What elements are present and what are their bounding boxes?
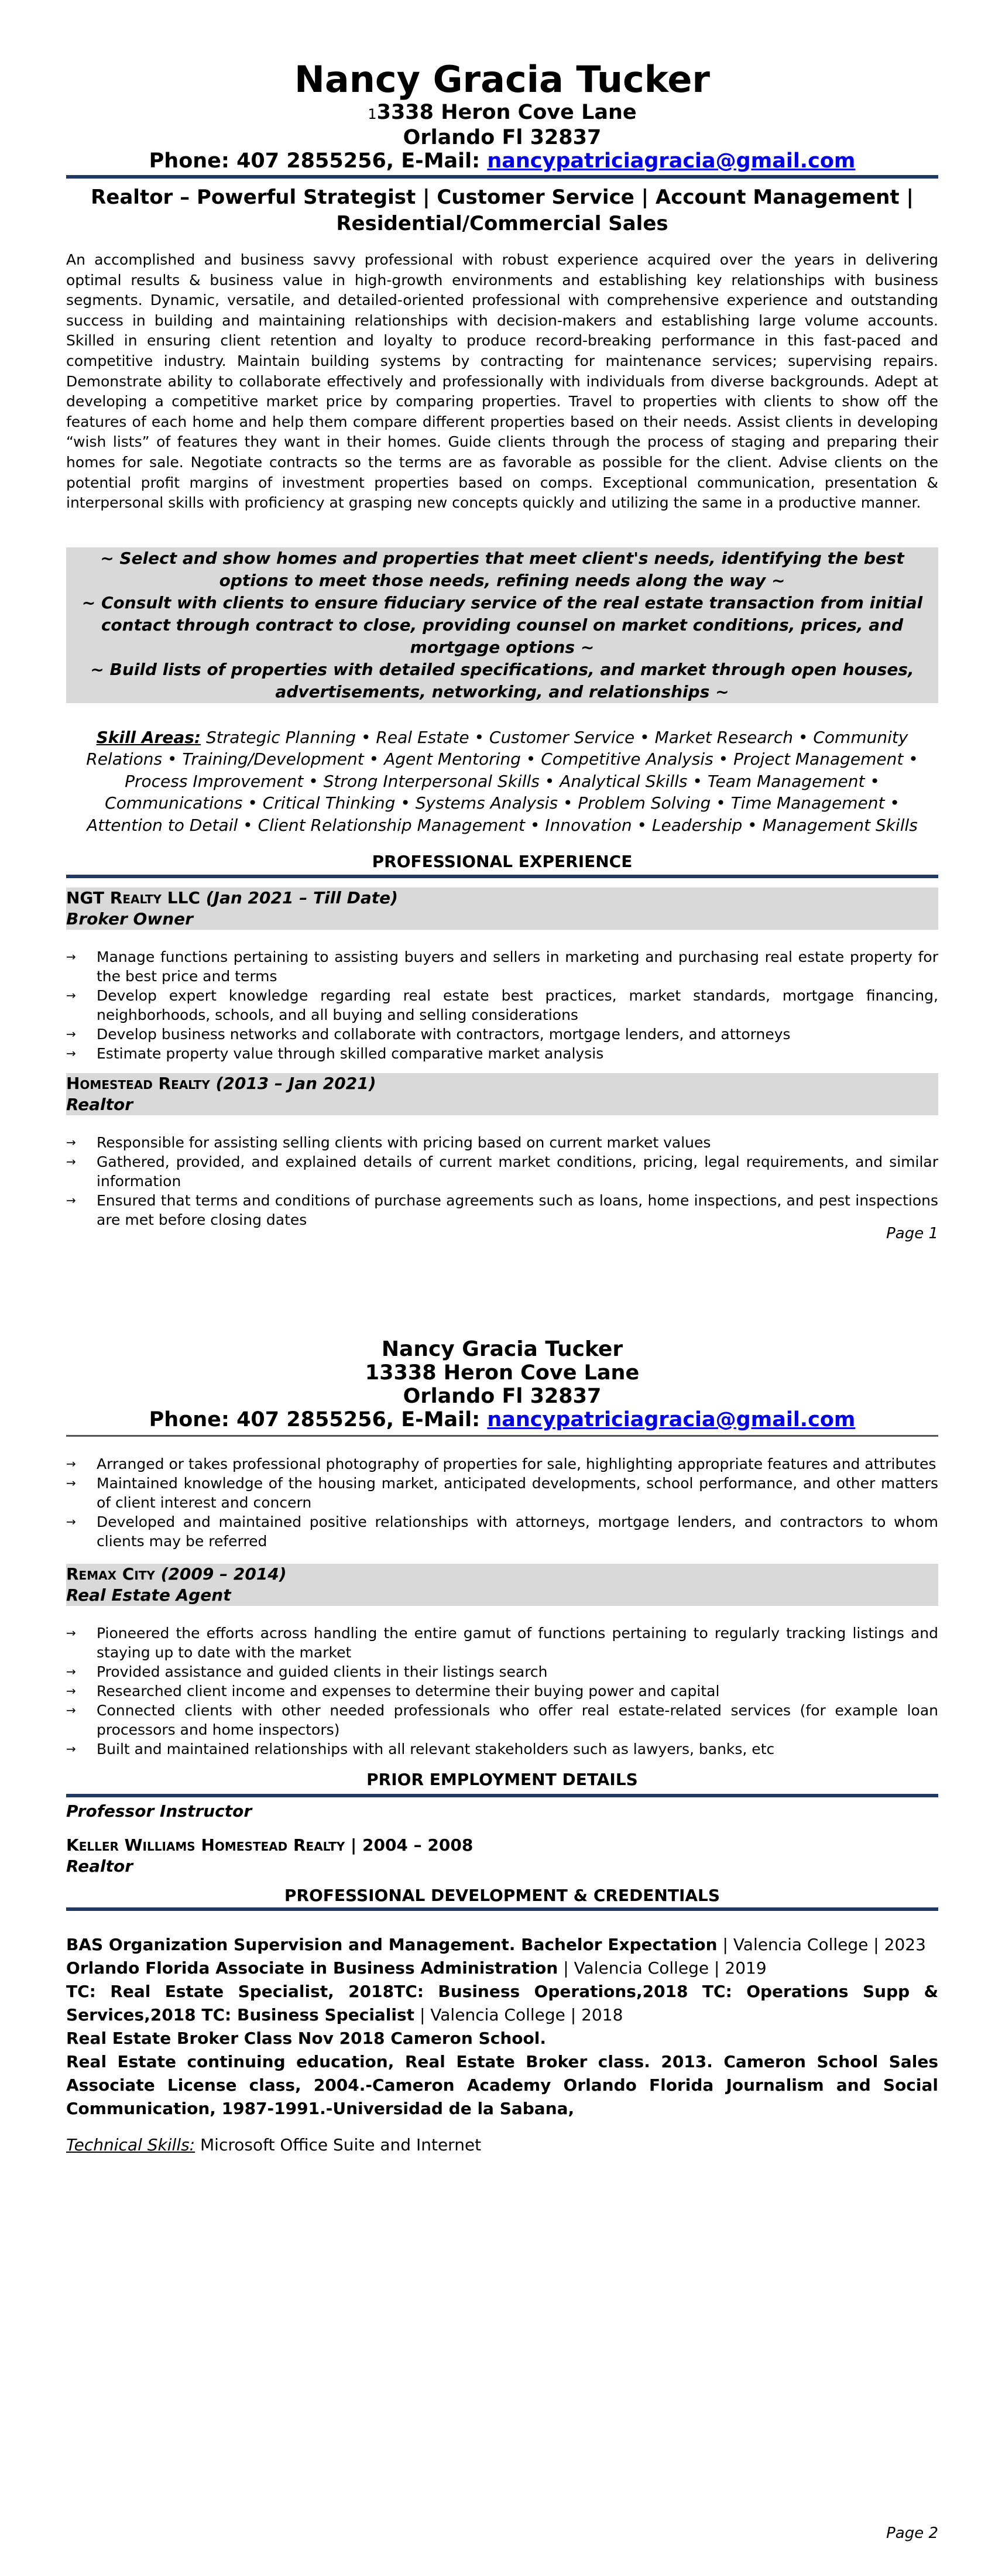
job-bullets [66,1133,938,1229]
education-item: Real Estate Broker Class Nov 2018 Cameron School. [66,2029,546,2048]
address-line: 13338 Heron Cove Lane [368,101,637,124]
highlight: ~ Build lists of properties with detailed specifications, and market through open houses, advertisements, networking, and relationships ~ [90,659,914,701]
page-2 [0,1288,995,2576]
city-line: Orlando Fl 32837 [403,1385,602,1408]
skill-areas: Skill Areas: Strategic Planning • Real Estate • Customer Service • Market Research • Community Relations • Training/Development • Agent Mentoring • Competitive Analysis • Project Management • Process Improvement • Strong Interpersonal Skills • Analytical Skills • Team Management • Communications • Critical Thinking • Systems Analysis • Problem Solving • Time Management • Attention to Detail • Client Relationship Management • Innovation • Leadership • Management Skills [86,727,918,835]
arrow-icon: → [66,1155,76,1169]
education-item: TC: Real Estate Specialist, 2018TC: Business Operations,2018 TC: Operations Supp & Services,2018 TC: Business Specialist | Valencia College | 2018 [66,1982,938,2025]
arrow-icon: → [66,1703,76,1717]
section-heading-development: PROFESSIONAL DEVELOPMENT & CREDENTIALS [284,1886,720,1905]
arrow-icon: → [66,1046,76,1061]
divider [66,1435,938,1437]
list-item: → Developed and maintained positive relationships with attorneys, mortgage lenders, and contractors to whom clients may be referred [66,1513,938,1550]
city-line: Orlando Fl 32837 [403,126,602,149]
list-item: → Develop business networks and collaborate with contractors, mortgage lenders, and attorneys [66,1026,791,1043]
professional-title: Realtor – Powerful Strategist | Customer Service | Account Management | Residential/Commercial Sales [91,186,914,235]
highlight: ~ Select and show homes and properties that meet client's needs, identifying the best options to meet those needs, refining needs along the way ~ [100,548,904,590]
list-item: → Responsible for assisting selling clients with pricing based on current market values [66,1134,711,1152]
arrow-icon: → [66,988,76,1003]
list-item: → Built and maintained relationships with all relevant stakeholders such as lawyers, banks, etc [66,1741,775,1758]
job-header: NGT Realty LLC (Jan 2021 – Till Date) Broker Owner [66,888,938,930]
address-line: 13338 Heron Cove Lane [365,1361,640,1385]
candidate-name: Nancy Gracia Tucker [381,1337,623,1361]
prior-role: Professor Instructor [66,1801,252,1821]
arrow-icon: → [66,1626,76,1640]
summary: An accomplished and business savvy professional with robust experience acquired over the years in delivering optimal results & business value in high-growth environments and establishing key relationships with business segments. Dynamic, versatile, and detailed-oriented professional with comprehensive experience and outstanding success in building and maintaining relationships with decision-makers and establishing large volume accounts. Skilled in ensuring client retention and loyalty to produce record-breaking performance in this fast-paced and competitive industry. Maintain building systems by contracting for maintenance services; supervising repairs. Demonstrate ability to collaborate effectively and professionally with individuals from diverse backgrounds. Adept at developing a competitive market price by comparing properties. Travel to properties with clients to show off the features of each home and help them compare different properties based on their needs. Assist clients in developing “wish lists” of features they want in their homes. Guide clients through the process of staging and preparing their homes for sale. Negotiate contracts so the terms are as favorable as possible for the client. Advise clients on the potential profit margins of investment properties based on comps. Exceptional communication, presentation & interpersonal skills with proficiency at grasping new concepts quickly and utilizing the same in a productive manner. [66,251,938,512]
list-item: → Connected clients with other needed professionals who offer real estate-related services (for example loan processors and home inspectors) [66,1702,938,1738]
highlight: ~ Consult with clients to ensure fiduciary service of the real estate transaction from initial contact through contract to close, providing counsel on market conditions, prices, and mortgage options ~ [81,592,923,657]
list-item: → Researched client income and expenses to determine their buying power and capital [66,1683,720,1700]
prior-role: Realtor [66,1856,133,1876]
list-item: → Maintained knowledge of the housing market, anticipated developments, school performance, and other matters of client interest and concern [66,1475,938,1511]
list-item: → Arranged or takes professional photography of properties for sale, highlighting appropriate features and attributes [66,1455,936,1472]
divider [66,1907,938,1911]
job-bullets [66,1623,938,1759]
arrow-icon: → [66,1457,76,1471]
education-item: Real Estate continuing education, Real Estate Broker class. 2013. Cameron School Sales Associate License class, 2004.-Cameron Academy Orlando Florida Journalism and Social Communication, 1987-1991.-Universidad de la Sabana, [66,2052,938,2118]
education-item: Orlando Florida Associate in Business Administration | Valencia College | 2019 [66,1958,767,1978]
list-item: → Ensured that terms and conditions of purchase agreements such as loans, home inspections, and pest inspections are met before closing dates [66,1192,938,1229]
arrow-icon: → [66,1476,76,1490]
arrow-icon: → [66,950,76,964]
prior-company: Keller Williams Homestead Realty | 2004 – 2008 [66,1835,474,1855]
section-heading-prior: PRIOR EMPLOYMENT DETAILS [366,1770,638,1789]
arrow-icon: → [66,1135,76,1150]
job-header: Homestead Realty (2013 – Jan 2021) Realtor [66,1073,938,1115]
page-number: Page 2 [886,2524,938,2542]
candidate-name: Nancy Gracia Tucker [294,58,710,101]
contact-line: Phone: 407 2855256, E-Mail: nancypatriciagracia@gmail.com [149,149,856,173]
email-link[interactable]: nancypatriciagracia@gmail.com [487,149,856,173]
section-heading-experience: PROFESSIONAL EXPERIENCE [372,852,633,872]
arrow-icon: → [66,1193,76,1208]
list-item: → Estimate property value through skilled comparative market analysis [66,1045,604,1063]
technical-skills: Technical Skills: Microsoft Office Suite and Internet [66,2135,482,2154]
arrow-icon: → [66,1027,76,1042]
list-item: → Provided assistance and guided clients in their listings search [66,1663,548,1680]
contact-line: Phone: 407 2855256, E-Mail: nancypatriciagracia@gmail.com [149,1408,856,1431]
list-item: → Pioneered the efforts across handling the entire gamut of functions pertaining to regularly tracking listings and staying up to date with the market [66,1625,938,1661]
arrow-icon: → [66,1684,76,1698]
email-link[interactable]: nancypatriciagracia@gmail.com [487,1408,856,1431]
divider [66,1794,938,1797]
job-bullets [66,1454,938,1551]
education-list [66,1933,938,2121]
divider [66,875,938,878]
divider [66,175,938,179]
education-item: BAS Organization Supervision and Management. Bachelor Expectation | Valencia College | 2023 [66,1935,926,1954]
job-header: Remax City (2009 – 2014) Real Estate Agent [66,1564,938,1606]
arrow-icon: → [66,1742,76,1756]
page-number: Page 1 [886,1225,938,1242]
highlights-box [66,547,938,703]
arrow-icon: → [66,1515,76,1529]
list-item: → Manage functions pertaining to assisting buyers and sellers in marketing and purchasing real estate property for the best price and terms [66,948,938,985]
list-item: → Develop expert knowledge regarding real estate best practices, market standards, mortgage financing, neighborhoods, schools, and all buying and selling considerations [66,987,938,1024]
list-item: → Gathered, provided, and explained details of current market conditions, pricing, legal requirements, and similar information [66,1153,938,1190]
arrow-icon: → [66,1664,76,1678]
job-bullets [66,947,938,1063]
